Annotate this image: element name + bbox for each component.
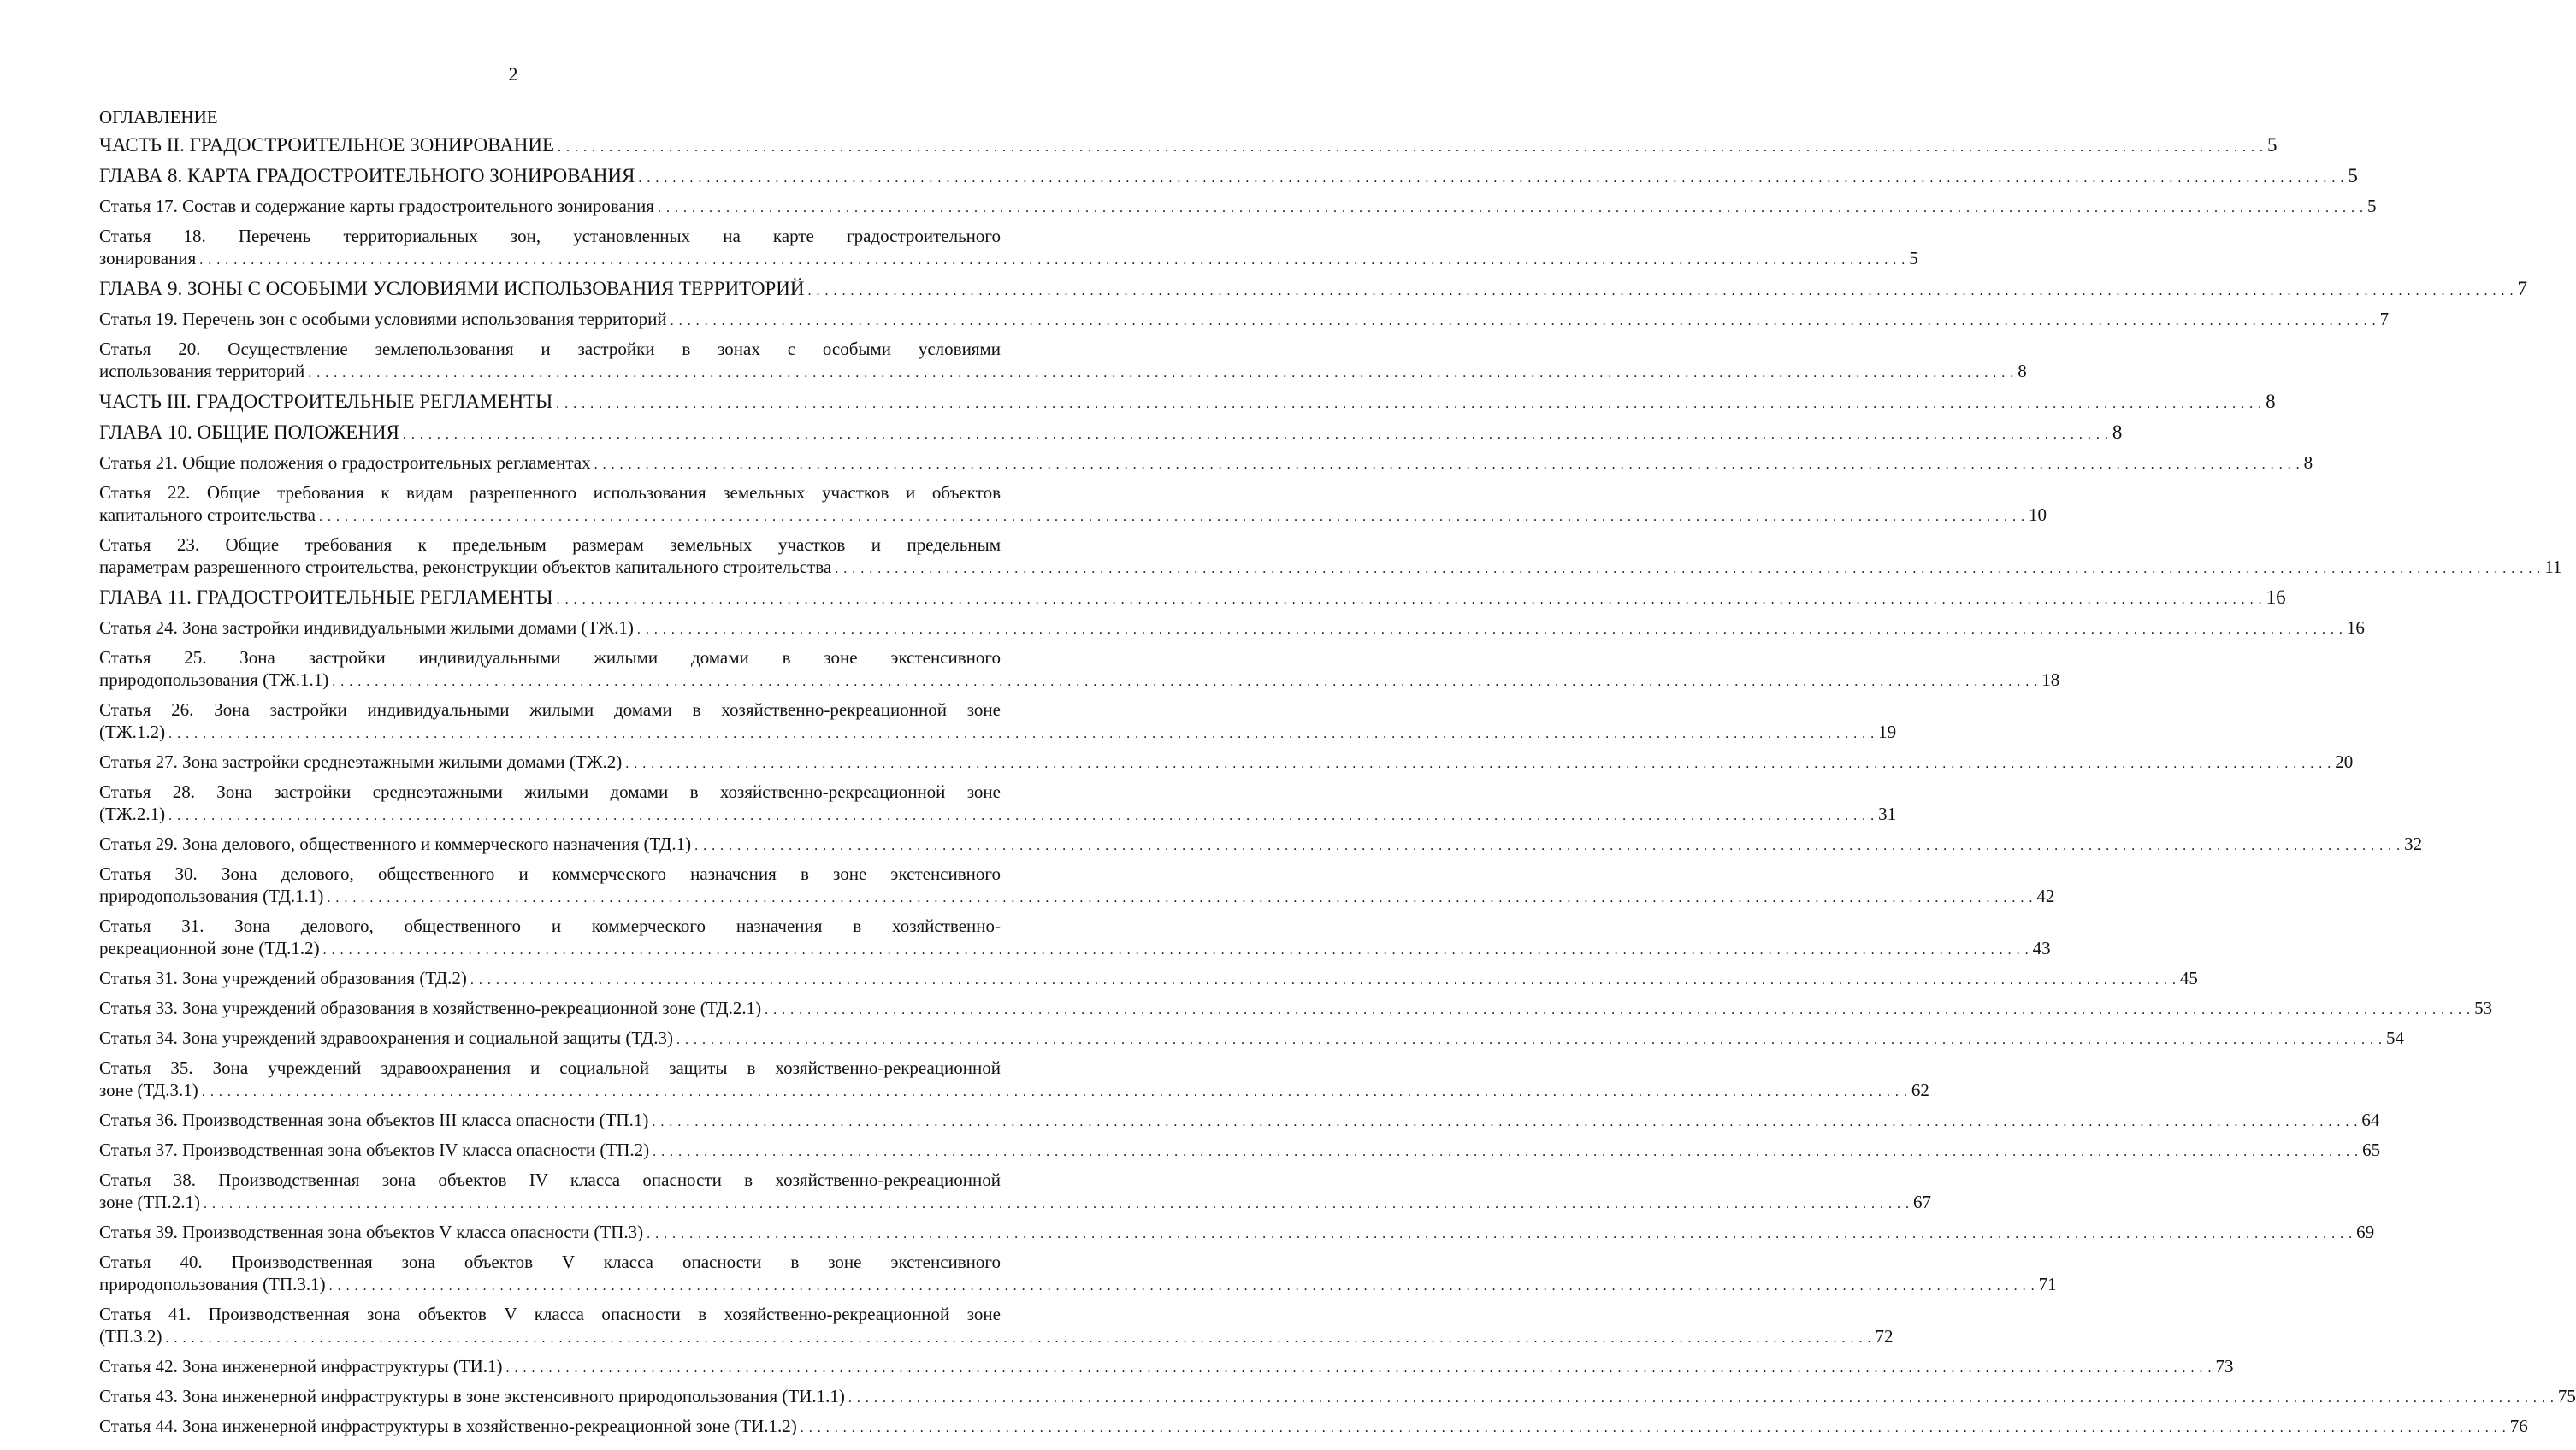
- toc-entry[interactable]: [99, 997, 2493, 1022]
- toc-entry-page-number: 8: [2266, 391, 2276, 412]
- toc-entry-page-number: 72: [1875, 1326, 1894, 1347]
- toc-entry-last-line: [99, 278, 2528, 303]
- toc-entry-page-number: 8: [2303, 452, 2313, 473]
- toc-entry-page-number: 5: [2267, 134, 2278, 156]
- toc-entry-title-line: Статья 17. Состав и содержание карты градостроительного зонирования: [99, 196, 654, 216]
- toc-entry-page-number: 62: [1911, 1080, 1929, 1100]
- toc-entry-title-line: Статья 33. Зона учреждений образования в хозяйственно-рекреационной зоне (ТД.2.1): [99, 998, 762, 1018]
- toc-entry-title-line: Статья 21. Общие положения о градостроительных регламентах: [99, 452, 591, 473]
- toc-entry-title-line: зоне (ТД.3.1): [99, 1080, 198, 1100]
- dot-leader: . . . . . . . . . . . . . . . . . . . . . . . . . . . . . . . . . . . . . . . . . . . . . . . . . . . . . . . . . . . . . . . . . . . . . . . . . . . . . . . . . . . . . . . . . . . . . . . . . . . . . . . . . . . . . . . . . . . . . . . . . . . . . . . . . . . . . . . . . . . . . . . . . . . . . . . . . . . . . . . . . . . . . . . . . . . . . . . . . . . . . . . . . . . . . . . . . . . . . . . .: [638, 171, 2345, 186]
- toc-entry-title-line: Статья 37. Производственная зона объектов IV класса опасности (ТП.2): [99, 1140, 650, 1160]
- dot-leader: . . . . . . . . . . . . . . . . . . . . . . . . . . . . . . . . . . . . . . . . . . . . . . . . . . . . . . . . . . . . . . . . . . . . . . . . . . . . . . . . . . . . . . . . . . . . . . . . . . . . . . . . . . . . . . . . . . . . . . . . . . . . . . . . . . . . . . . . . . . . . . . . . . . . . . . . . . . . . . . . . . . . . . . . . . . . . . . . . . . . . . . . . . . . . . . . . . . . . . . .: [328, 1279, 2035, 1294]
- toc-heading: ОГЛАВЛЕНИЕ: [99, 107, 218, 127]
- toc-entry-title-line: ГЛАВА 11. ГРАДОСТРОИТЕЛЬНЫЕ РЕГЛАМЕНТЫ: [99, 586, 553, 608]
- table-of-contents: [99, 106, 2576, 1440]
- toc-entry-page-number: 10: [2028, 504, 2047, 525]
- toc-entry[interactable]: [99, 195, 2377, 220]
- toc-entry-page-number: 19: [1878, 722, 1897, 742]
- toc-entry-title-line: (ТЖ.1.2): [99, 722, 166, 742]
- toc-entry-page-number: 75: [2557, 1386, 2576, 1406]
- toc-entry-title-line: Статья 23. Общие требования к предельным размерам земельных участков и предельным: [99, 534, 1001, 555]
- toc-entry[interactable]: [99, 1057, 1929, 1104]
- toc-entry[interactable]: [99, 751, 2354, 775]
- dot-leader: . . . . . . . . . . . . . . . . . . . . . . . . . . . . . . . . . . . . . . . . . . . . . . . . . . . . . . . . . . . . . . . . . . . . . . . . . . . . . . . . . . . . . . . . . . . . . . . . . . . . . . . . . . . . . . . . . . . . . . . . . . . . . . . . . . . . . . . . . . . . . . . . . . . . . . . . . . . . . . . . . . . . . . . . . . . . . . . . . . . . . . . . . . . . . . . . . . . . . . . .: [835, 562, 2542, 576]
- toc-entry-last-line: [99, 937, 2051, 962]
- toc-entry-title-line: Статья 44. Зона инженерной инфраструктуры в хозяйственно-рекреационной зоне (ТИ.1.2): [99, 1416, 797, 1436]
- dot-leader: . . . . . . . . . . . . . . . . . . . . . . . . . . . . . . . . . . . . . . . . . . . . . . . . . . . . . . . . . . . . . . . . . . . . . . . . . . . . . . . . . . . . . . . . . . . . . . . . . . . . . . . . . . . . . . . . . . . . . . . . . . . . . . . . . . . . . . . . . . . . . . . . . . . . . . . . . . . . . . . . . . . . . . . . . . . . . . . . . . . . . . . . . . . . . . . . . . . . . . . .: [676, 1033, 2383, 1047]
- toc-entry-title-line: Статья 40. Производственная зона объектов V класса опасности в зоне экстенсивного: [99, 1252, 1001, 1272]
- toc-entry-page-number: 73: [2215, 1356, 2234, 1376]
- toc-entry[interactable]: [99, 781, 1897, 828]
- dot-leader: . . . . . . . . . . . . . . . . . . . . . . . . . . . . . . . . . . . . . . . . . . . . . . . . . . . . . . . . . . . . . . . . . . . . . . . . . . . . . . . . . . . . . . . . . . . . . . . . . . . . . . . . . . . . . . . . . . . . . . . . . . . . . . . . . . . . . . . . . . . . . . . . . . . . . . . . . . . . . . . . . . . . . . . . . . . . . . . . . . . . . . . . . . . . . . . . . . . . . . . .: [201, 1085, 1908, 1099]
- toc-entry-title-line: Статья 25. Зона застройки индивидуальными жилыми домами в зоне экстенсивного: [99, 647, 1001, 668]
- dot-leader: . . . . . . . . . . . . . . . . . . . . . . . . . . . . . . . . . . . . . . . . . . . . . . . . . . . . . . . . . . . . . . . . . . . . . . . . . . . . . . . . . . . . . . . . . . . . . . . . . . . . . . . . . . . . . . . . . . . . . . . . . . . . . . . . . . . . . . . . . . . . . . . . . . . . . . . . . . . . . . . . . . . . . . . . . . . . . . . . . . . . . . . . . . . . . . . . . . . . . . . .: [807, 284, 2514, 298]
- toc-entry-page-number: 53: [2474, 998, 2493, 1018]
- toc-entry[interactable]: [99, 1251, 2057, 1298]
- toc-entry[interactable]: [99, 533, 2562, 581]
- toc-entry-last-line: [99, 967, 2198, 992]
- toc-entry-page-number: 69: [2356, 1222, 2375, 1242]
- toc-entry-last-line: [99, 1273, 2057, 1298]
- toc-entry-title-line: Статья 39. Производственная зона объектов V класса опасности (ТП.3): [99, 1222, 644, 1242]
- toc-entry-page-number: 31: [1878, 804, 1897, 824]
- dot-leader: . . . . . . . . . . . . . . . . . . . . . . . . . . . . . . . . . . . . . . . . . . . . . . . . . . . . . . . . . . . . . . . . . . . . . . . . . . . . . . . . . . . . . . . . . . . . . . . . . . . . . . . . . . . . . . . . . . . . . . . . . . . . . . . . . . . . . . . . . . . . . . . . . . . . . . . . . . . . . . . . . . . . . . . . . . . . . . . . . . . . . . . . . . . . . . . . . . . . . . . .: [505, 1361, 2213, 1376]
- toc-entry-title-line: Статья 43. Зона инженерной инфраструктуры в зоне экстенсивного природопользования (ТИ.1.1): [99, 1386, 845, 1406]
- toc-entry-last-line: [99, 1415, 2528, 1440]
- toc-entry-last-line: [99, 421, 2123, 446]
- dot-leader: . . . . . . . . . . . . . . . . . . . . . . . . . . . . . . . . . . . . . . . . . . . . . . . . . . . . . . . . . . . . . . . . . . . . . . . . . . . . . . . . . . . . . . . . . . . . . . . . . . . . . . . . . . . . . . . . . . . . . . . . . . . . . . . . . . . . . . . . . . . . . . . . . . . . . . . . . . . . . . . . . . . . . . . . . . . . . . . . . . . . . . . . . . . . . . . . . . . . . . . .: [670, 314, 2377, 328]
- dot-leader: . . . . . . . . . . . . . . . . . . . . . . . . . . . . . . . . . . . . . . . . . . . . . . . . . . . . . . . . . . . . . . . . . . . . . . . . . . . . . . . . . . . . . . . . . . . . . . . . . . . . . . . . . . . . . . . . . . . . . . . . . . . . . . . . . . . . . . . . . . . . . . . . . . . . . . . . . . . . . . . . . . . . . . . . . . . . . . . . . . . . . . . . . . . . . . . . . . . . . . . .: [168, 727, 1876, 741]
- toc-entry-page-number: 16: [2346, 617, 2365, 638]
- toc-entry-last-line: [99, 1355, 2234, 1380]
- toc-entry[interactable]: [99, 165, 2358, 190]
- toc-entry-page-number: 71: [2038, 1274, 2057, 1294]
- toc-entry-last-line: [99, 308, 2390, 333]
- toc-entry-last-line: [99, 833, 2423, 858]
- dot-leader: . . . . . . . . . . . . . . . . . . . . . . . . . . . . . . . . . . . . . . . . . . . . . . . . . . . . . . . . . . . . . . . . . . . . . . . . . . . . . . . . . . . . . . . . . . . . . . . . . . . . . . . . . . . . . . . . . . . . . . . . . . . . . . . . . . . . . . . . . . . . . . . . . . . . . . . . . . . . . . . . . . . . . . . . . . . . . . . . . . . . . . . . . . . . . . . . . . . . . . . .: [694, 839, 2402, 853]
- toc-entry[interactable]: [99, 616, 2365, 641]
- toc-entry-title-line: Статья 28. Зона застройки среднеэтажными жилыми домами в хозяйственно-рекреационной зоне: [99, 781, 1001, 802]
- toc-entry-title-line: ЧАСТЬ II. ГРАДОСТРОИТЕЛЬНОЕ ЗОНИРОВАНИЕ: [99, 134, 555, 156]
- toc-entry-last-line: [99, 616, 2365, 641]
- toc-entry-last-line: [99, 1191, 1931, 1216]
- toc-entry-last-line: [99, 721, 1897, 746]
- toc-entry-last-line: [99, 247, 1918, 272]
- toc-entry-title-line: капитального строительства: [99, 504, 316, 525]
- toc-entry-page-number: 8: [2018, 361, 2027, 381]
- dot-leader: . . . . . . . . . . . . . . . . . . . . . . . . . . . . . . . . . . . . . . . . . . . . . . . . . . . . . . . . . . . . . . . . . . . . . . . . . . . . . . . . . . . . . . . . . . . . . . . . . . . . . . . . . . . . . . . . . . . . . . . . . . . . . . . . . . . . . . . . . . . . . . . . . . . . . . . . . . . . . . . . . . . . . . . . . . . . . . . . . . . . . . . . . . . . . . . . . . . . . . . .: [168, 809, 1876, 823]
- toc-entry-title-line: Статья 31. Зона учреждений образования (ТД.2): [99, 968, 467, 988]
- toc-entry[interactable]: [99, 391, 2276, 416]
- toc-entry[interactable]: [99, 308, 2390, 333]
- toc-entry-page-number: 7: [2379, 309, 2390, 329]
- toc-entry-last-line: [99, 669, 2060, 693]
- dot-leader: . . . . . . . . . . . . . . . . . . . . . . . . . . . . . . . . . . . . . . . . . . . . . . . . . . . . . . . . . . . . . . . . . . . . . . . . . . . . . . . . . . . . . . . . . . . . . . . . . . . . . . . . . . . . . . . . . . . . . . . . . . . . . . . . . . . . . . . . . . . . . . . . . . . . . . . . . . . . . . . . . . . . . . . . . . . . . . . . . . . . . . . . . . . . . . . . . . . . . . . .: [657, 201, 2364, 215]
- toc-entry-last-line: [99, 556, 2562, 581]
- dot-leader: . . . . . . . . . . . . . . . . . . . . . . . . . . . . . . . . . . . . . . . . . . . . . . . . . . . . . . . . . . . . . . . . . . . . . . . . . . . . . . . . . . . . . . . . . . . . . . . . . . . . . . . . . . . . . . . . . . . . . . . . . . . . . . . . . . . . . . . . . . . . . . . . . . . . . . . . . . . . . . . . . . . . . . . . . . . . . . . . . . . . . . . . . . . . . . . . . . . . . . . .: [848, 1391, 2555, 1406]
- toc-entry-page-number: 5: [2348, 165, 2358, 186]
- toc-entry[interactable]: [99, 451, 2313, 476]
- toc-entry[interactable]: [99, 646, 2060, 693]
- dot-leader: . . . . . . . . . . . . . . . . . . . . . . . . . . . . . . . . . . . . . . . . . . . . . . . . . . . . . . . . . . . . . . . . . . . . . . . . . . . . . . . . . . . . . . . . . . . . . . . . . . . . . . . . . . . . . . . . . . . . . . . . . . . . . . . . . . . . . . . . . . . . . . . . . . . . . . . . . . . . . . . . . . . . . . . . . . . . . . . . . . . . . . . . . . . . . . . . . . . . . . . .: [652, 1115, 2359, 1129]
- toc-entry-page-number: 8: [2112, 421, 2123, 443]
- toc-entry-title-line: Статья 30. Зона делового, общественного и коммерческого назначения в зоне экстенсивного: [99, 864, 1001, 884]
- toc-entry-page-number: 5: [2366, 196, 2377, 216]
- toc-entry-title-line: ГЛАВА 9. ЗОНЫ С ОСОБЫМИ УСЛОВИЯМИ ИСПОЛЬЗОВАНИЯ ТЕРРИТОРИЙ: [99, 278, 805, 299]
- toc-entry-last-line: [99, 195, 2377, 220]
- toc-entry[interactable]: [99, 1385, 2576, 1410]
- toc-entry-title-line: Статья 38. Производственная зона объектов IV класса опасности в хозяйственно-рекреационной: [99, 1170, 1001, 1190]
- dot-leader: . . . . . . . . . . . . . . . . . . . . . . . . . . . . . . . . . . . . . . . . . . . . . . . . . . . . . . . . . . . . . . . . . . . . . . . . . . . . . . . . . . . . . . . . . . . . . . . . . . . . . . . . . . . . . . . . . . . . . . . . . . . . . . . . . . . . . . . . . . . . . . . . . . . . . . . . . . . . . . . . . . . . . . . . . . . . . . . . . . . . . . . . . . . . . . . . . . . . . . . .: [556, 592, 2263, 607]
- toc-entry[interactable]: [99, 481, 2047, 528]
- dot-leader: . . . . . . . . . . . . . . . . . . . . . . . . . . . . . . . . . . . . . . . . . . . . . . . . . . . . . . . . . . . . . . . . . . . . . . . . . . . . . . . . . . . . . . . . . . . . . . . . . . . . . . . . . . . . . . . . . . . . . . . . . . . . . . . . . . . . . . . . . . . . . . . . . . . . . . . . . . . . . . . . . . . . . . . . . . . . . . . . . . . . . . . . . . . . . . . . . . . . . . . .: [318, 510, 2025, 524]
- dot-leader: . . . . . . . . . . . . . . . . . . . . . . . . . . . . . . . . . . . . . . . . . . . . . . . . . . . . . . . . . . . . . . . . . . . . . . . . . . . . . . . . . . . . . . . . . . . . . . . . . . . . . . . . . . . . . . . . . . . . . . . . . . . . . . . . . . . . . . . . . . . . . . . . . . . . . . . . . . . . . . . . . . . . . . . . . . . . . . . . . . . . . . . . . . . . . . . . . . . . . . . .: [165, 1331, 1872, 1346]
- toc-entry-last-line: [99, 586, 2286, 611]
- dot-leader: . . . . . . . . . . . . . . . . . . . . . . . . . . . . . . . . . . . . . . . . . . . . . . . . . . . . . . . . . . . . . . . . . . . . . . . . . . . . . . . . . . . . . . . . . . . . . . . . . . . . . . . . . . . . . . . . . . . . . . . . . . . . . . . . . . . . . . . . . . . . . . . . . . . . . . . . . . . . . . . . . . . . . . . . . . . . . . . . . . . . . . . . . . . . . . . . . . . . . . . .: [558, 140, 2265, 155]
- toc-entry-page-number: 11: [2544, 557, 2562, 577]
- toc-entry[interactable]: [99, 586, 2286, 611]
- page-number: 2: [508, 63, 518, 85]
- toc-entry[interactable]: [99, 278, 2528, 303]
- toc-entry[interactable]: [99, 698, 1897, 746]
- toc-entry-last-line: [99, 451, 2313, 476]
- dot-leader: . . . . . . . . . . . . . . . . . . . . . . . . . . . . . . . . . . . . . . . . . . . . . . . . . . . . . . . . . . . . . . . . . . . . . . . . . . . . . . . . . . . . . . . . . . . . . . . . . . . . . . . . . . . . . . . . . . . . . . . . . . . . . . . . . . . . . . . . . . . . . . . . . . . . . . . . . . . . . . . . . . . . . . . . . . . . . . . . . . . . . . . . . . . . . . . . . . . . . . . .: [327, 891, 2034, 905]
- toc-entry-title-line: Статья 22. Общие требования к видам разрешенного использования земельных участков и объектов: [99, 482, 1001, 503]
- toc-entry-title-line: Статья 29. Зона делового, общественного и коммерческого назначения (ТД.1): [99, 834, 692, 854]
- toc-entry-title-line: Статья 24. Зона застройки индивидуальными жилыми домами (ТЖ.1): [99, 617, 634, 638]
- toc-entry-page-number: 7: [2517, 278, 2528, 299]
- toc-entry-page-number: 16: [2266, 586, 2286, 608]
- dot-leader: . . . . . . . . . . . . . . . . . . . . . . . . . . . . . . . . . . . . . . . . . . . . . . . . . . . . . . . . . . . . . . . . . . . . . . . . . . . . . . . . . . . . . . . . . . . . . . . . . . . . . . . . . . . . . . . . . . . . . . . . . . . . . . . . . . . . . . . . . . . . . . . . . . . . . . . . . . . . . . . . . . . . . . . . . . . . . . . . . . . . . . . . . . . . . . . . . . . . . . . .: [199, 253, 1906, 268]
- toc-entry-title-line: зонирования: [99, 248, 197, 268]
- dot-leader: . . . . . . . . . . . . . . . . . . . . . . . . . . . . . . . . . . . . . . . . . . . . . . . . . . . . . . . . . . . . . . . . . . . . . . . . . . . . . . . . . . . . . . . . . . . . . . . . . . . . . . . . . . . . . . . . . . . . . . . . . . . . . . . . . . . . . . . . . . . . . . . . . . . . . . . . . . . . . . . . . . . . . . . . . . . . . . . . . . . . . . . . . . . . . . . . . . . . . . . .: [332, 675, 2039, 689]
- toc-entry-last-line: [99, 885, 2055, 910]
- toc-entry-page-number: 64: [2361, 1110, 2380, 1130]
- toc-entry[interactable]: [99, 1027, 2404, 1052]
- dot-leader: . . . . . . . . . . . . . . . . . . . . . . . . . . . . . . . . . . . . . . . . . . . . . . . . . . . . . . . . . . . . . . . . . . . . . . . . . . . . . . . . . . . . . . . . . . . . . . . . . . . . . . . . . . . . . . . . . . . . . . . . . . . . . . . . . . . . . . . . . . . . . . . . . . . . . . . . . . . . . . . . . . . . . . . . . . . . . . . . . . . . . . . . . . . . . . . . . . . . . . . .: [625, 757, 2332, 771]
- dot-leader: . . . . . . . . . . . . . . . . . . . . . . . . . . . . . . . . . . . . . . . . . . . . . . . . . . . . . . . . . . . . . . . . . . . . . . . . . . . . . . . . . . . . . . . . . . . . . . . . . . . . . . . . . . . . . . . . . . . . . . . . . . . . . . . . . . . . . . . . . . . . . . . . . . . . . . . . . . . . . . . . . . . . . . . . . . . . . . . . . . . . . . . . . . . . . . . . . . . . . . . .: [402, 427, 2109, 442]
- toc-entry-last-line: [99, 1139, 2381, 1164]
- toc-entry-page-number: 45: [2179, 968, 2198, 988]
- toc-entry[interactable]: [99, 338, 2027, 385]
- toc-entry-last-line: [99, 1079, 1929, 1104]
- toc-entry-title-line: Статья 42. Зона инженерной инфраструктуры (ТИ.1): [99, 1356, 503, 1376]
- toc-entry-last-line: [99, 165, 2358, 190]
- toc-entry-last-line: [99, 803, 1897, 828]
- toc-entry-title-line: параметрам разрешенного строительства, реконструкции объектов капитального строительства: [99, 557, 832, 577]
- toc-entry-title-line: зоне (ТП.2.1): [99, 1192, 200, 1212]
- dot-leader: . . . . . . . . . . . . . . . . . . . . . . . . . . . . . . . . . . . . . . . . . . . . . . . . . . . . . . . . . . . . . . . . . . . . . . . . . . . . . . . . . . . . . . . . . . . . . . . . . . . . . . . . . . . . . . . . . . . . . . . . . . . . . . . . . . . . . . . . . . . . . . . . . . . . . . . . . . . . . . . . . . . . . . . . . . . . . . . . . . . . . . . . . . . . . . . . . . . . . . . .: [653, 1145, 2360, 1159]
- toc-entry-title-line: Статья 34. Зона учреждений здравоохранения и социальной защиты (ТД.3): [99, 1028, 673, 1048]
- toc-entry-title-line: ГЛАВА 10. ОБЩИЕ ПОЛОЖЕНИЯ: [99, 421, 399, 443]
- dot-leader: . . . . . . . . . . . . . . . . . . . . . . . . . . . . . . . . . . . . . . . . . . . . . . . . . . . . . . . . . . . . . . . . . . . . . . . . . . . . . . . . . . . . . . . . . . . . . . . . . . . . . . . . . . . . . . . . . . . . . . . . . . . . . . . . . . . . . . . . . . . . . . . . . . . . . . . . . . . . . . . . . . . . . . . . . . . . . . . . . . . . . . . . . . . . . . . . . . . . . . . .: [800, 1421, 2507, 1435]
- toc-entry-last-line: [99, 997, 2493, 1022]
- toc-entry-last-line: [99, 751, 2354, 775]
- dot-leader: . . . . . . . . . . . . . . . . . . . . . . . . . . . . . . . . . . . . . . . . . . . . . . . . . . . . . . . . . . . . . . . . . . . . . . . . . . . . . . . . . . . . . . . . . . . . . . . . . . . . . . . . . . . . . . . . . . . . . . . . . . . . . . . . . . . . . . . . . . . . . . . . . . . . . . . . . . . . . . . . . . . . . . . . . . . . . . . . . . . . . . . . . . . . . . . . . . . . . . . .: [308, 366, 2015, 380]
- toc-entry[interactable]: [99, 1355, 2234, 1380]
- toc-entry-title-line: ЧАСТЬ III. ГРАДОСТРОИТЕЛЬНЫЕ РЕГЛАМЕНТЫ: [99, 391, 553, 412]
- toc-entry-page-number: 65: [2362, 1140, 2381, 1160]
- toc-entry-title-line: природопользования (ТД.1.1): [99, 886, 324, 906]
- toc-entry-last-line: [99, 504, 2047, 528]
- toc-entry-title-line: рекреационной зоне (ТД.1.2): [99, 938, 320, 958]
- toc-entry[interactable]: [99, 421, 2123, 446]
- toc-entry-title-line: Статья 19. Перечень зон с особыми условиями использования территорий: [99, 309, 667, 329]
- dot-leader: . . . . . . . . . . . . . . . . . . . . . . . . . . . . . . . . . . . . . . . . . . . . . . . . . . . . . . . . . . . . . . . . . . . . . . . . . . . . . . . . . . . . . . . . . . . . . . . . . . . . . . . . . . . . . . . . . . . . . . . . . . . . . . . . . . . . . . . . . . . . . . . . . . . . . . . . . . . . . . . . . . . . . . . . . . . . . . . . . . . . . . . . . . . . . . . . . . . . . . . .: [556, 397, 2263, 411]
- toc-entry-page-number: 76: [2509, 1416, 2528, 1436]
- toc-entry-last-line: [99, 1027, 2404, 1052]
- toc-entry[interactable]: [99, 1303, 1894, 1350]
- toc-entry-title-line: Статья 36. Производственная зона объектов III класса опасности (ТП.1): [99, 1110, 649, 1130]
- toc-entry-last-line: [99, 1385, 2576, 1410]
- dot-leader: . . . . . . . . . . . . . . . . . . . . . . . . . . . . . . . . . . . . . . . . . . . . . . . . . . . . . . . . . . . . . . . . . . . . . . . . . . . . . . . . . . . . . . . . . . . . . . . . . . . . . . . . . . . . . . . . . . . . . . . . . . . . . . . . . . . . . . . . . . . . . . . . . . . . . . . . . . . . . . . . . . . . . . . . . . . . . . . . . . . . . . . . . . . . . . . . . . . . . . . .: [765, 1003, 2472, 1017]
- dot-leader: . . . . . . . . . . . . . . . . . . . . . . . . . . . . . . . . . . . . . . . . . . . . . . . . . . . . . . . . . . . . . . . . . . . . . . . . . . . . . . . . . . . . . . . . . . . . . . . . . . . . . . . . . . . . . . . . . . . . . . . . . . . . . . . . . . . . . . . . . . . . . . . . . . . . . . . . . . . . . . . . . . . . . . . . . . . . . . . . . . . . . . . . . . . . . . . . . . . . . . . .: [647, 1227, 2354, 1241]
- toc-entry-title-line: Статья 35. Зона учреждений здравоохранения и социальной защиты в хозяйственно-рекреационной: [99, 1058, 1001, 1078]
- toc-entry-title-line: Статья 31. Зона делового, общественного и коммерческого назначения в хозяйственно-: [99, 916, 1001, 936]
- toc-entry-title-line: использования территорий: [99, 361, 305, 381]
- toc-entry-title-line: Статья 20. Осуществление землепользования и застройки в зонах с особыми условиями: [99, 339, 1001, 359]
- toc-entry[interactable]: [99, 134, 2278, 159]
- toc-entry[interactable]: [99, 1415, 2528, 1440]
- dot-leader: . . . . . . . . . . . . . . . . . . . . . . . . . . . . . . . . . . . . . . . . . . . . . . . . . . . . . . . . . . . . . . . . . . . . . . . . . . . . . . . . . . . . . . . . . . . . . . . . . . . . . . . . . . . . . . . . . . . . . . . . . . . . . . . . . . . . . . . . . . . . . . . . . . . . . . . . . . . . . . . . . . . . . . . . . . . . . . . . . . . . . . . . . . . . . . . . . . . . . . . .: [203, 1197, 1910, 1211]
- toc-entry[interactable]: [99, 1221, 2375, 1246]
- toc-entry-page-number: 32: [2404, 834, 2423, 854]
- toc-entry-last-line: [99, 1221, 2375, 1246]
- toc-entry[interactable]: [99, 915, 2051, 962]
- toc-entry[interactable]: [99, 833, 2423, 858]
- toc-entry-page-number: 42: [2036, 886, 2055, 906]
- toc-entry[interactable]: [99, 863, 2055, 910]
- toc-entry-title-line: природопользования (ТЖ.1.1): [99, 669, 329, 690]
- toc-entry-page-number: 54: [2385, 1028, 2404, 1048]
- dot-leader: . . . . . . . . . . . . . . . . . . . . . . . . . . . . . . . . . . . . . . . . . . . . . . . . . . . . . . . . . . . . . . . . . . . . . . . . . . . . . . . . . . . . . . . . . . . . . . . . . . . . . . . . . . . . . . . . . . . . . . . . . . . . . . . . . . . . . . . . . . . . . . . . . . . . . . . . . . . . . . . . . . . . . . . . . . . . . . . . . . . . . . . . . . . . . . . . . . . . . . . .: [594, 457, 2301, 472]
- toc-entry-page-number: 67: [1912, 1192, 1931, 1212]
- toc-entry-title-line: Статья 18. Перечень территориальных зон, установленных на карте градостроительного: [99, 226, 1001, 246]
- dot-leader: . . . . . . . . . . . . . . . . . . . . . . . . . . . . . . . . . . . . . . . . . . . . . . . . . . . . . . . . . . . . . . . . . . . . . . . . . . . . . . . . . . . . . . . . . . . . . . . . . . . . . . . . . . . . . . . . . . . . . . . . . . . . . . . . . . . . . . . . . . . . . . . . . . . . . . . . . . . . . . . . . . . . . . . . . . . . . . . . . . . . . . . . . . . . . . . . . . . . . . . .: [322, 943, 2029, 958]
- toc-entry-last-line: [99, 1325, 1894, 1350]
- toc-entry-title-line: (ТЖ.2.1): [99, 804, 166, 824]
- toc-entry-last-line: [99, 391, 2276, 416]
- toc-entry-title-line: Статья 27. Зона застройки среднеэтажными жилыми домами (ТЖ.2): [99, 752, 623, 772]
- toc-entry-page-number: 43: [2032, 938, 2051, 958]
- toc-entry-page-number: 5: [1909, 248, 1918, 268]
- toc-entry-last-line: [99, 134, 2278, 159]
- dot-leader: . . . . . . . . . . . . . . . . . . . . . . . . . . . . . . . . . . . . . . . . . . . . . . . . . . . . . . . . . . . . . . . . . . . . . . . . . . . . . . . . . . . . . . . . . . . . . . . . . . . . . . . . . . . . . . . . . . . . . . . . . . . . . . . . . . . . . . . . . . . . . . . . . . . . . . . . . . . . . . . . . . . . . . . . . . . . . . . . . . . . . . . . . . . . . . . . . . . . . . . .: [470, 973, 2177, 987]
- toc-entry-title-line: ГЛАВА 8. КАРТА ГРАДОСТРОИТЕЛЬНОГО ЗОНИРОВАНИЯ: [99, 165, 635, 186]
- toc-entry-page-number: 18: [2041, 669, 2060, 690]
- toc-entry[interactable]: [99, 1139, 2381, 1164]
- toc-entry[interactable]: [99, 1109, 2380, 1134]
- toc-entry-page-number: 20: [2335, 752, 2354, 772]
- toc-entry-title-line: Статья 26. Зона застройки индивидуальными жилыми домами в хозяйственно-рекреационной зоне: [99, 699, 1001, 720]
- toc-entry-last-line: [99, 360, 2027, 385]
- dot-leader: . . . . . . . . . . . . . . . . . . . . . . . . . . . . . . . . . . . . . . . . . . . . . . . . . . . . . . . . . . . . . . . . . . . . . . . . . . . . . . . . . . . . . . . . . . . . . . . . . . . . . . . . . . . . . . . . . . . . . . . . . . . . . . . . . . . . . . . . . . . . . . . . . . . . . . . . . . . . . . . . . . . . . . . . . . . . . . . . . . . . . . . . . . . . . . . . . . . . . . . .: [636, 622, 2343, 637]
- toc-entry[interactable]: [99, 225, 1918, 272]
- toc-entry[interactable]: [99, 967, 2198, 992]
- toc-entry-last-line: [99, 1109, 2380, 1134]
- toc-entry-title-line: природопользования (ТП.3.1): [99, 1274, 326, 1294]
- toc-entry-title-line: (ТП.3.2): [99, 1326, 162, 1347]
- toc-entry-title-line: Статья 41. Производственная зона объектов V класса опасности в хозяйственно-рекреационной зоне: [99, 1304, 1001, 1324]
- toc-entry[interactable]: [99, 1169, 1931, 1216]
